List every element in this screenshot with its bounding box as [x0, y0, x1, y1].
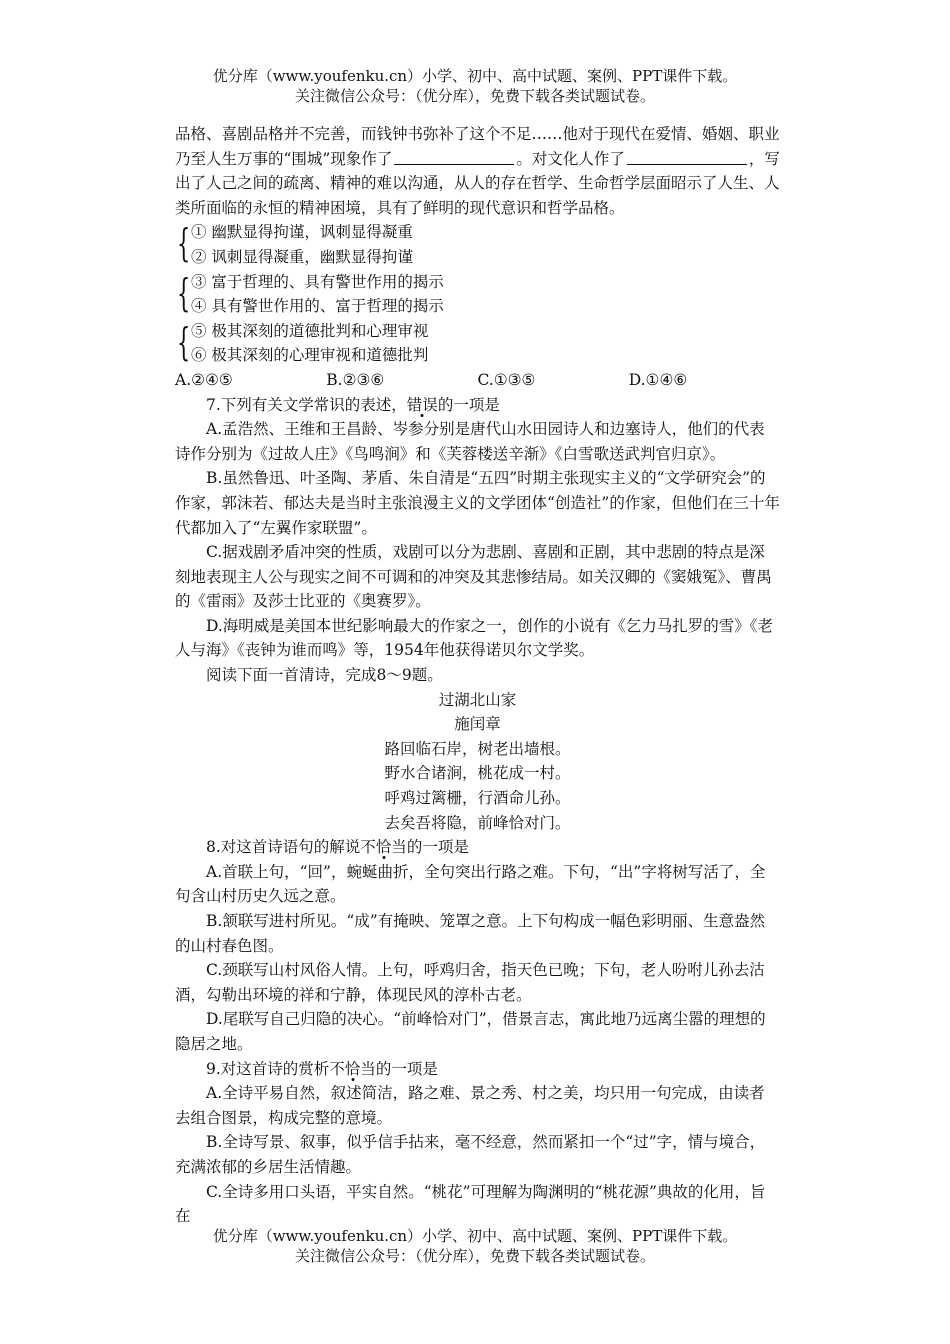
q6-option-3: ③ 富于哲理的、具有警世作用的揭示 — [191, 272, 444, 291]
brace-symbol: { — [177, 221, 191, 266]
q8-stem-text: 8.对这首诗语句的解说 — [206, 838, 361, 857]
document-body — [175, 122, 780, 1229]
q9-option-b: B.全诗写景、叙事，似乎信手拈来，毫不经意，然而紧扣一个“过”字，情与境合，充满浓郁的乡居生活情趣。 — [175, 1133, 766, 1176]
header-line-1: 优分库（www.youfenku.cn）小学、初中、高中试题、案例、PPT课件下载。 — [212, 67, 738, 85]
footer-line-2: 关注微信公众号：（优分库），免费下载各类试题试卷。 — [294, 1247, 655, 1265]
q6-option-5: ⑤ 极其深刻的道德批判和心理审视 — [191, 321, 429, 340]
q6-choice-a: A.②④⑤ — [175, 370, 233, 389]
q9-emphasis: 不恰当 — [329, 1059, 376, 1078]
q8-option-d: D.尾联写自己归隐的决心。“前峰恰对门”，借景言志，寓此地乃远离尘嚣的理想的隐居之地。 — [175, 1010, 766, 1053]
q6-passage-part-3: ，写出了人己之间的疏离、精神的难以沟通，从人的存在哲学、生命哲学层面昭示了人生、人类所面临的永恒的精神困境，具有了鲜明的现代意识和哲学品格。 — [175, 149, 780, 217]
q8-option-c: C.颈联写山村风俗人情。上句，呼鸡归舍，指天色已晚；下句，老人吩咐儿孙去沽酒，勾勒出环境的祥和宁静，体现民风的淳朴古老。 — [175, 961, 765, 1004]
q6-option-2: ② 讽刺显得凝重，幽默显得拘谨 — [191, 247, 413, 266]
brace-symbol: { — [177, 270, 191, 315]
q6-choice-b: B.②③⑥ — [326, 370, 385, 389]
q6-choice-c: C.①③⑤ — [477, 370, 536, 389]
q7-option-d: D.海明威是美国本世纪影响最大的作家之一，创作的小说有《乞力马扎罗的雪》《老人与海》《丧钟为谁而鸣》等，1954年他获得诺贝尔文学奖。 — [175, 616, 774, 660]
q6-option-4: ④ 具有警世作用的、富于哲理的揭示 — [191, 297, 444, 316]
q7-option-a: A.孟浩然、王维和王昌龄、岑参分别是唐代山水田园诗人和边塞诗人，他们的代表诗作分别为《过故人庄》《鸟鸣涧》和《芙蓉楼送辛渐》《白雪歌送武判官归京》。 — [175, 420, 765, 463]
q7-stem-end: 的一项是 — [437, 395, 500, 414]
q6-passage-part-1: 品格、喜剧品格并不完善，而钱钟书弥补了这个不足……他对于现代在爱情、婚姻、职业乃至人生万事的“围城”现象作了 — [175, 125, 780, 168]
q8-option-b: B.颔联写进村所见。“成”有掩映、笼罩之意。上下句构成一幅色彩明丽、生意盎然的山村春色图。 — [175, 912, 766, 955]
poem-line: 呼鸡过篱栅，行酒命儿孙。 — [384, 789, 571, 808]
poem-line: 路回临石岸，树老出墙根。 — [384, 739, 571, 758]
q7-option-b: B.虽然鲁迅、叶圣陶、茅盾、朱自清是“五四”时期主张现实主义的“文学研究会”的作家，郭沫若、郁达夫是当时主张浪漫主义的文学团体“创造社”的作家，但他们在三十年代都加入了“左翼作家联盟”。 — [175, 469, 780, 537]
q6-option-group-1 — [177, 220, 780, 269]
q7-option-c: C.据戏剧矛盾冲突的性质，戏剧可以分为悲剧、喜剧和正剧，其中悲剧的特点是深刻地表现主人公与现实之间不可调和的冲突及其悲惨结局。如关汉卿的《窦娥冤》、曹禺的《雷雨》及莎士比亚的《奥赛罗》。 — [175, 543, 772, 611]
q9-stem-text: 9.对这首诗的赏析 — [206, 1059, 330, 1078]
brace-symbol: { — [177, 319, 191, 364]
q6-option-6: ⑥ 极其深刻的心理审视和道德批判 — [191, 346, 429, 365]
q6-passage-part-2: 。对文化人作了 — [516, 149, 625, 168]
q6-option-group-3 — [177, 319, 780, 368]
reading-intro: 阅读下面一首清诗，完成8～9题。 — [206, 666, 443, 685]
poem-author: 施闰章 — [454, 715, 501, 734]
poem-line: 野水合诸涧，桃花成一村。 — [384, 764, 571, 783]
poem — [175, 688, 780, 836]
q8-option-a: A.首联上句，“回”，蜿蜒曲折，全句突出行路之难。下句，“出”字将树写活了，全句含山村历史久远之意。 — [175, 862, 766, 906]
answer-blank-1 — [394, 149, 514, 165]
page-header — [0, 66, 950, 106]
poem-title: 过湖北山家 — [438, 690, 517, 709]
q7-stem — [175, 393, 780, 418]
answer-blank-2 — [627, 149, 747, 165]
footer-line-1: 优分库（www.youfenku.cn）小学、初中、高中试题、案例、PPT课件下载。 — [212, 1227, 738, 1245]
q8-emphasis: 不恰当 — [360, 838, 407, 857]
q6-option-1: ① 幽默显得拘谨，讽刺显得凝重 — [191, 223, 413, 242]
q7-emphasis: 错误 — [406, 395, 438, 414]
q9-option-a: A.全诗平易自然，叙述简洁，路之难、景之秀、村之美，均只用一句完成，由读者去组合图景，构成完整的意境。 — [175, 1084, 765, 1127]
q9-stem-end: 的一项是 — [375, 1059, 438, 1078]
q6-option-group-2 — [177, 270, 780, 319]
q8-stem — [175, 835, 780, 860]
q7-stem-text: 7.下列有关文学常识的表述， — [206, 395, 407, 414]
q9-stem — [175, 1057, 780, 1082]
q6-passage — [175, 122, 780, 220]
header-line-2: 关注微信公众号：（优分库），免费下载各类试题试卷。 — [294, 87, 655, 105]
q9-option-c: C.全诗多用口头语，平实自然。“桃花”可理解为陶渊明的“桃花源”典故的化用，旨在 — [175, 1182, 766, 1226]
q6-choices — [175, 368, 780, 393]
q6-choice-d: D.①④⑥ — [628, 370, 688, 389]
page-footer — [0, 1226, 950, 1266]
poem-line: 去矣吾将隐，前峰恰对门。 — [384, 813, 571, 832]
q8-stem-end: 的一项是 — [406, 838, 469, 857]
